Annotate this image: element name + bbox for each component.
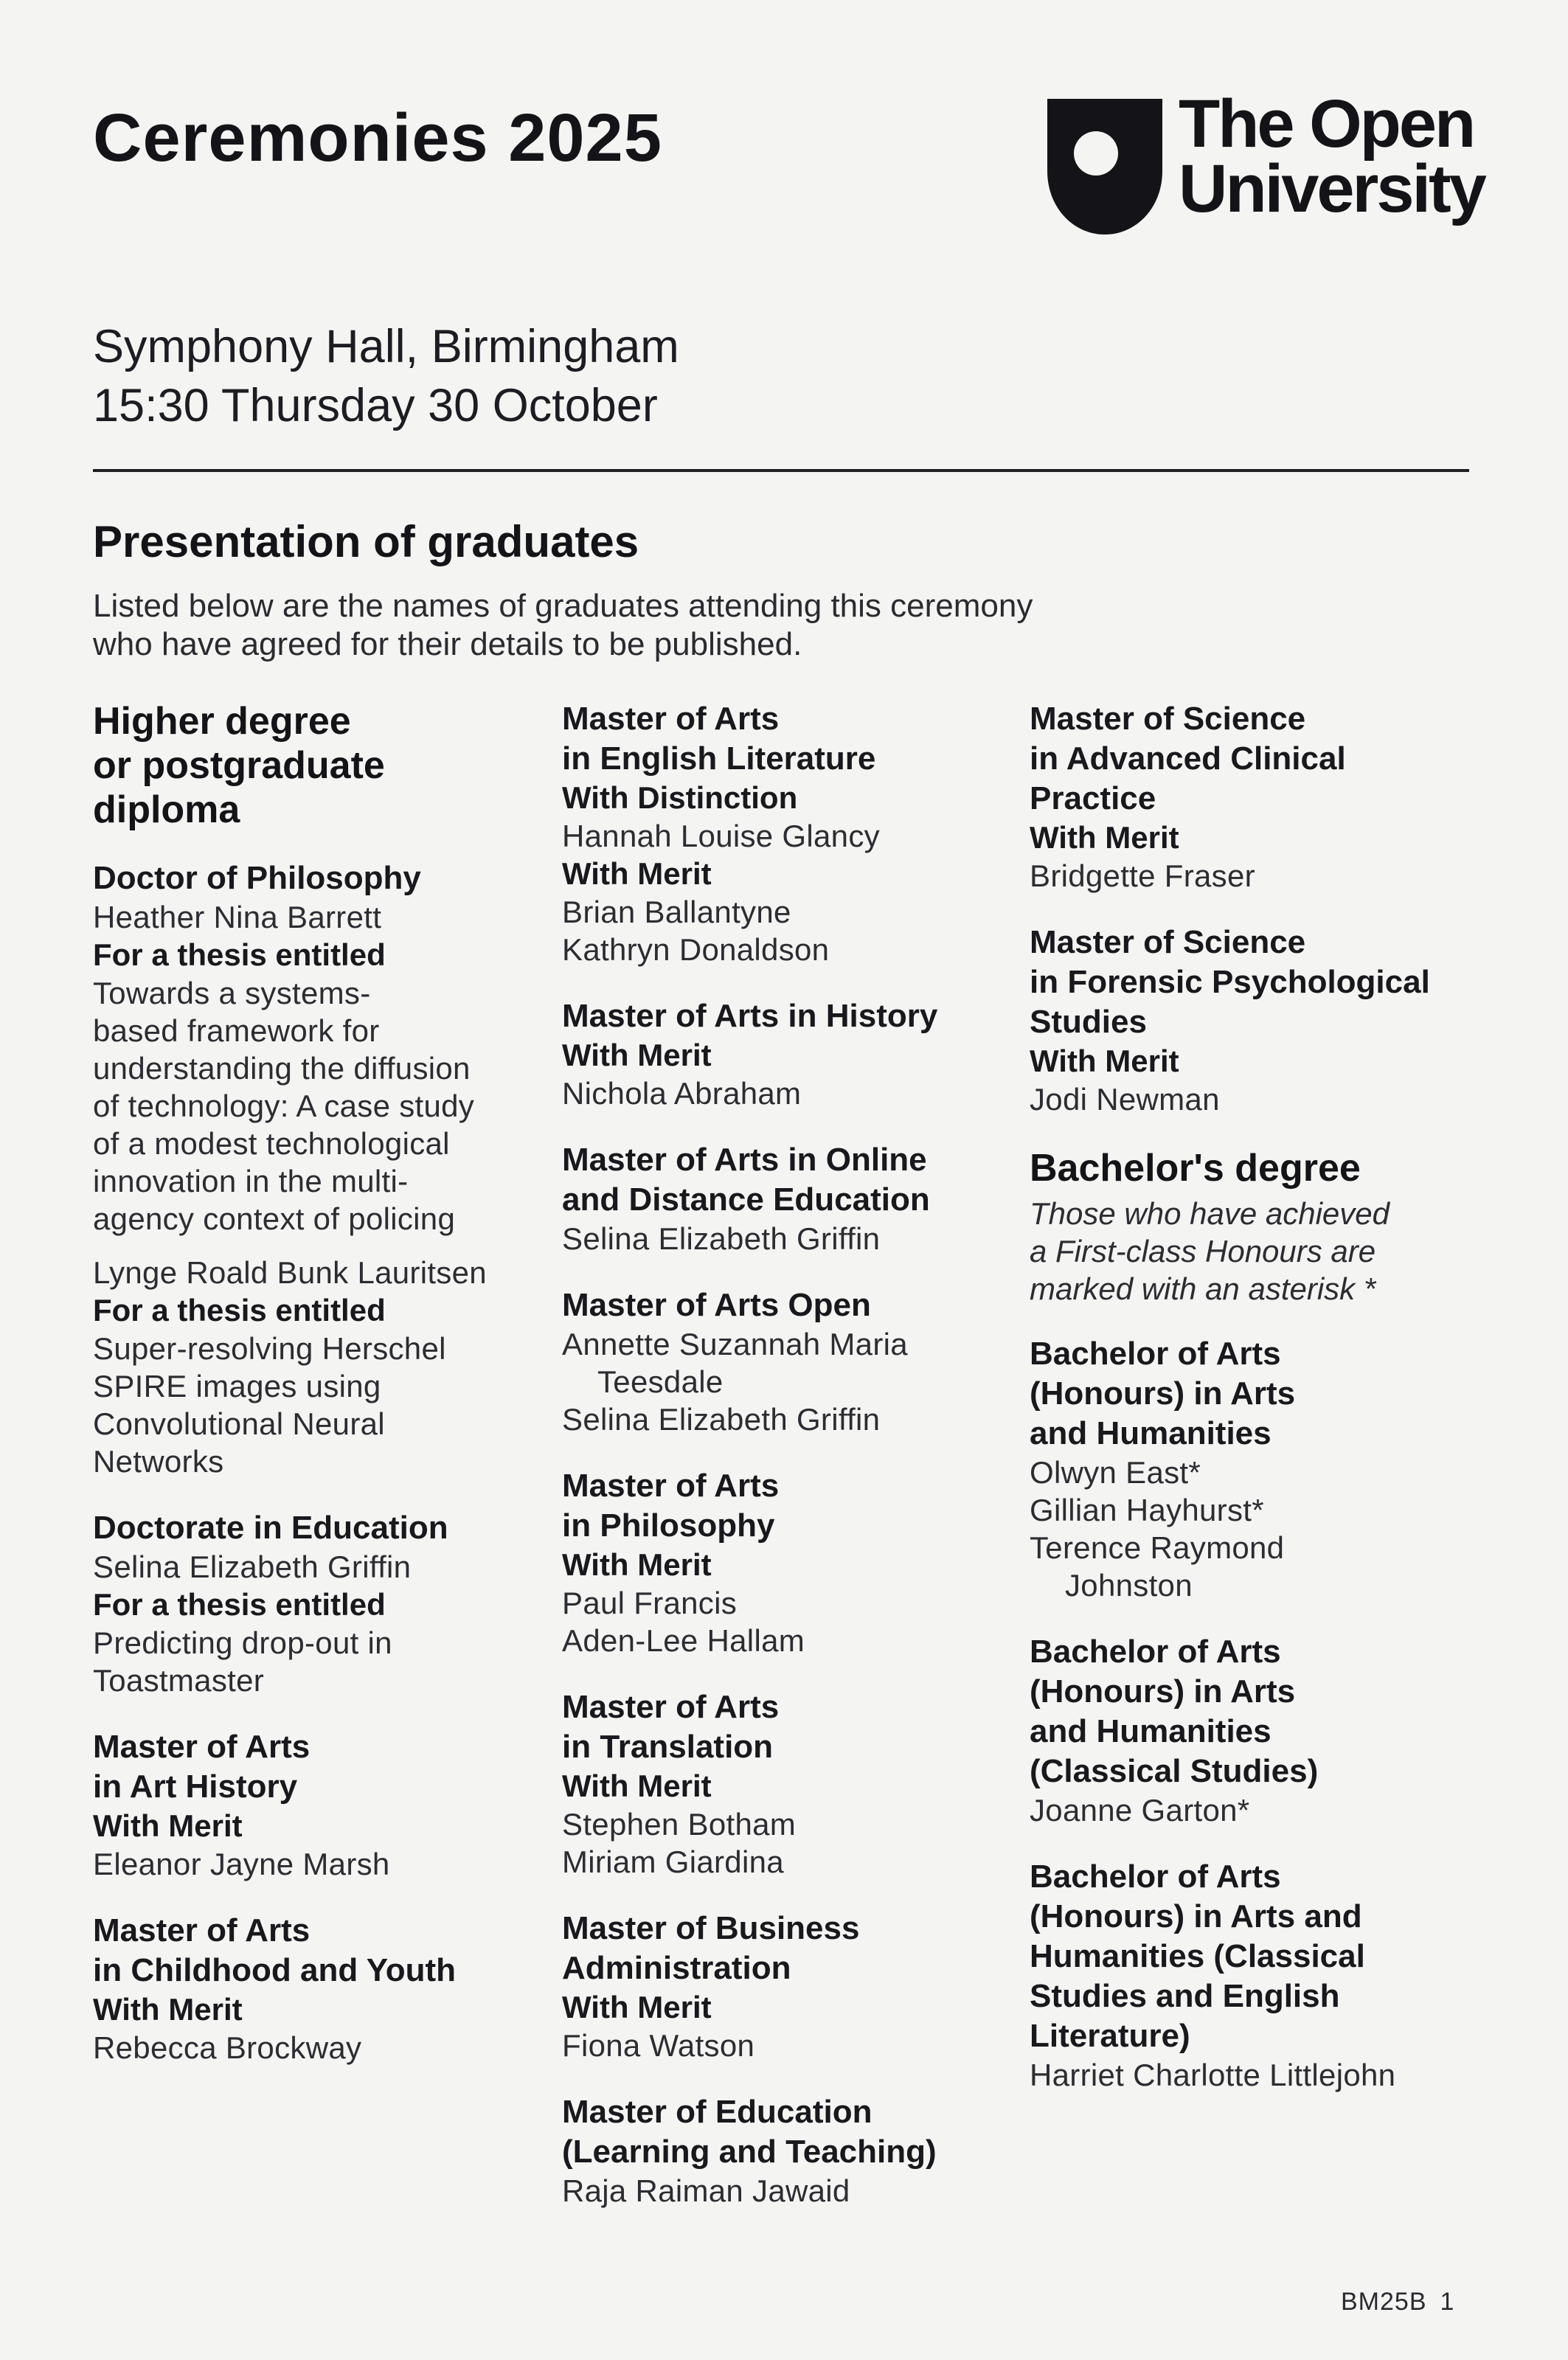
degree-block-ma-online [562, 1140, 1005, 1257]
graduate-name: Heather Nina Barrett [93, 900, 382, 934]
thesis-line: SPIRE images using [93, 1369, 381, 1403]
heading-line: diploma [93, 788, 240, 831]
degree-block-ma-open [562, 1285, 1005, 1438]
degree-title [1030, 699, 1479, 819]
degree-block-ma-philosophy [562, 1466, 1005, 1659]
graduate-name: Terence Raymond [1030, 1530, 1285, 1565]
classification: With Merit [1030, 820, 1179, 855]
thesis-line: Networks [93, 1444, 224, 1479]
degree-line: and Humanities [1030, 1713, 1272, 1749]
thesis-line: Super-resolving Herschel [93, 1331, 446, 1366]
degree-line: (Honours) in Arts [1030, 1375, 1296, 1412]
degree-line: Master of Science [1030, 701, 1306, 737]
degree-title [1030, 923, 1479, 1042]
ceremony-title: Ceremonies 2025 [93, 100, 662, 176]
venue-name: Symphony Hall, Birmingham [93, 321, 679, 372]
degree-line: and Humanities [1030, 1415, 1272, 1451]
degree-block-ba-classical-english [1030, 1857, 1479, 2094]
thesis-line: of technology: A case study [93, 1089, 475, 1123]
graduate-name-continued: Johnston [1065, 1568, 1193, 1603]
thesis-title [93, 974, 550, 1238]
graduate-name: Hannah Louise Glancy [562, 819, 880, 853]
degree-block-ma-history [562, 996, 1005, 1112]
degree-title [562, 1909, 1005, 1988]
intro-line: who have agreed for their details to be published. [93, 626, 802, 662]
degree-block-ma-childhood [93, 1911, 550, 2066]
degree-block-ba-classical [1030, 1632, 1479, 1829]
note-line: a First-class Honours are [1030, 1234, 1376, 1268]
degree-title [562, 1140, 1005, 1220]
degree-title [1030, 1632, 1479, 1791]
classification: With Distinction [562, 780, 798, 815]
degree-title [562, 1466, 1005, 1546]
degree-block-ma-english [562, 699, 1005, 968]
graduate-name: Harriet Charlotte Littlejohn [1030, 2058, 1396, 2092]
section-intro [93, 587, 1273, 664]
degree-line: Master of Arts [562, 1468, 780, 1504]
programme-code: BM25B [1341, 2288, 1427, 2316]
thesis-line: of a modest technological [93, 1126, 450, 1161]
degree-title [562, 2092, 1005, 2172]
degree-line: in Art History [93, 1769, 298, 1805]
thesis-title [93, 1330, 550, 1480]
bachelor-heading: Bachelor's degree [1030, 1147, 1361, 1190]
degree-line: Master of Business [562, 1910, 860, 1946]
thesis-line: Convolutional Neural [93, 1406, 385, 1441]
note-line: marked with an asterisk * [1030, 1271, 1376, 1306]
degree-line: Bachelor of Arts [1030, 1858, 1281, 1895]
degree-title [1030, 1857, 1479, 2056]
thesis-line: agency context of policing [93, 1201, 456, 1236]
degree-line: in Translation [562, 1729, 774, 1765]
graduate-name: Annette Suzannah Maria [562, 1327, 908, 1361]
degree-block-ma-art-history [93, 1727, 550, 1883]
degree-line: (Classical Studies) [1030, 1753, 1319, 1789]
graduate-name: Brian Ballantyne [562, 895, 791, 929]
degree-line: Master of Arts [93, 1912, 311, 1948]
classification: With Merit [562, 856, 712, 891]
graduate-name: Joanne Garton* [1030, 1793, 1250, 1828]
degree-line: Master of Arts [562, 1689, 780, 1725]
classification: With Merit [562, 1990, 712, 2024]
degree-line: Studies and English [1030, 1978, 1340, 2014]
graduate-name: Miriam Giardina [562, 1844, 784, 1879]
degree-line: and Distance Education [562, 1181, 930, 1218]
thesis-label: For a thesis entitled [93, 1293, 386, 1328]
degree-title: Doctor of Philosophy [93, 860, 421, 896]
degree-line: Master of Education [562, 2094, 873, 2130]
graduate-name: Stephen Botham [562, 1807, 797, 1842]
column-3 [1030, 699, 1479, 2122]
degree-line: Studies [1030, 1004, 1147, 1040]
degree-block-ba-arts-humanities [1030, 1334, 1479, 1604]
degree-block-edd [93, 1508, 550, 1699]
heading-line: or postgraduate [93, 744, 385, 787]
graduate-name: Selina Elizabeth Griffin [93, 1549, 412, 1584]
degree-line: Master of Arts [93, 1729, 311, 1765]
graduate-name: Rebecca Brockway [93, 2030, 362, 2065]
degree-line: Bachelor of Arts [1030, 1634, 1281, 1670]
graduate-name-continued: Teesdale [597, 1364, 724, 1399]
graduate-name: Olwyn East* [1030, 1455, 1201, 1490]
graduate-name: Selina Elizabeth Griffin [562, 1221, 881, 1256]
degree-block-msc-forensic [1030, 923, 1479, 1118]
degree-title [93, 1727, 550, 1807]
graduate-name: Aden-Lee Hallam [562, 1623, 805, 1658]
degree-block-med [562, 2092, 1005, 2210]
graduate-name: Lynge Roald Bunk Lauritsen [93, 1255, 487, 1290]
degree-line: in Advanced Clinical [1030, 740, 1346, 777]
degree-line: in Forensic Psychological [1030, 964, 1430, 1000]
thesis-label: For a thesis entitled [93, 937, 386, 972]
graduate-name: Fiona Watson [562, 2028, 755, 2063]
graduate-name: Raja Raiman Jawaid [562, 2173, 850, 2208]
degree-line: Literature) [1030, 2018, 1190, 2054]
thesis-line: based framework for [93, 1013, 380, 1048]
graduate-name: Bridgette Fraser [1030, 858, 1255, 893]
note-line: Those who have achieved [1030, 1196, 1390, 1231]
column-2 [562, 699, 1005, 2238]
classification: With Merit [562, 1038, 712, 1072]
graduate-name: Eleanor Jayne Marsh [93, 1847, 390, 1881]
classification: With Merit [562, 1769, 712, 1803]
degree-block-mba [562, 1909, 1005, 2064]
degree-block-msc-clinical [1030, 699, 1479, 895]
ou-shield-icon [1047, 99, 1162, 235]
thesis-line: Towards a systems- [93, 976, 371, 1010]
higher-degree-heading [93, 699, 550, 832]
heading-line: Higher degree [93, 700, 351, 743]
header-divider [93, 469, 1469, 472]
graduate-name: Jodi Newman [1030, 1082, 1220, 1117]
degree-title [93, 1911, 550, 1991]
degree-title: Doctorate in Education [93, 1510, 448, 1546]
degree-line: in Philosophy [562, 1507, 775, 1544]
degree-line: in Childhood and Youth [93, 1952, 457, 1988]
venue-info [93, 317, 679, 435]
column-1 [93, 699, 550, 2094]
degree-line: (Honours) in Arts [1030, 1673, 1296, 1710]
degree-line: Bachelor of Arts [1030, 1336, 1281, 1372]
graduate-name: Gillian Hayhurst* [1030, 1493, 1264, 1527]
degree-title: Master of Arts in History [562, 998, 938, 1034]
degree-line: (Learning and Teaching) [562, 2134, 937, 2170]
thesis-line: Toastmaster [93, 1663, 265, 1698]
thesis-line: innovation in the multi- [93, 1164, 409, 1198]
degree-block-ma-translation [562, 1687, 1005, 1881]
graduate-name: Kathryn Donaldson [562, 932, 830, 967]
logo-line-1: The Open [1179, 86, 1474, 162]
first-class-note [1030, 1195, 1479, 1308]
degree-line: Practice [1030, 780, 1156, 816]
degree-title [562, 699, 1005, 779]
page-number: 1 [1440, 2288, 1455, 2316]
degree-line: Humanities (Classical [1030, 1938, 1365, 1974]
section-title: Presentation of graduates [93, 517, 639, 566]
logo-line-2: University [1179, 151, 1485, 226]
page-reference [1341, 2288, 1454, 2316]
degree-block-phd [93, 858, 550, 1480]
thesis-line: Predicting drop-out in [93, 1625, 392, 1660]
thesis-line: understanding the diffusion [93, 1051, 471, 1086]
degree-title [1030, 1334, 1479, 1454]
thesis-title [93, 1624, 550, 1699]
classification: With Merit [93, 1808, 243, 1843]
classification: With Merit [1030, 1044, 1179, 1078]
thesis-label: For a thesis entitled [93, 1587, 386, 1622]
degree-line: (Honours) in Arts and [1030, 1898, 1362, 1934]
degree-line: Administration [562, 1950, 791, 1986]
graduate-name: Nichola Abraham [562, 1076, 802, 1111]
degree-title [562, 1687, 1005, 1767]
degree-line: Master of Arts in Online [562, 1142, 927, 1178]
degree-line: Master of Arts [562, 701, 780, 737]
ceremony-datetime: 15:30 Thursday 30 October [93, 380, 658, 431]
classification: With Merit [93, 1992, 243, 2027]
degree-line: Master of Science [1030, 924, 1306, 960]
intro-line: Listed below are the names of graduates attending this ceremony [93, 588, 1033, 624]
graduate-name: Paul Francis [562, 1586, 738, 1620]
classification: With Merit [562, 1547, 712, 1582]
graduate-name: Selina Elizabeth Griffin [562, 1402, 881, 1437]
open-university-logo [1047, 86, 1485, 235]
logo-wordmark [1179, 86, 1485, 226]
degree-title: Master of Arts Open [562, 1287, 871, 1323]
degree-line: in English Literature [562, 740, 876, 777]
